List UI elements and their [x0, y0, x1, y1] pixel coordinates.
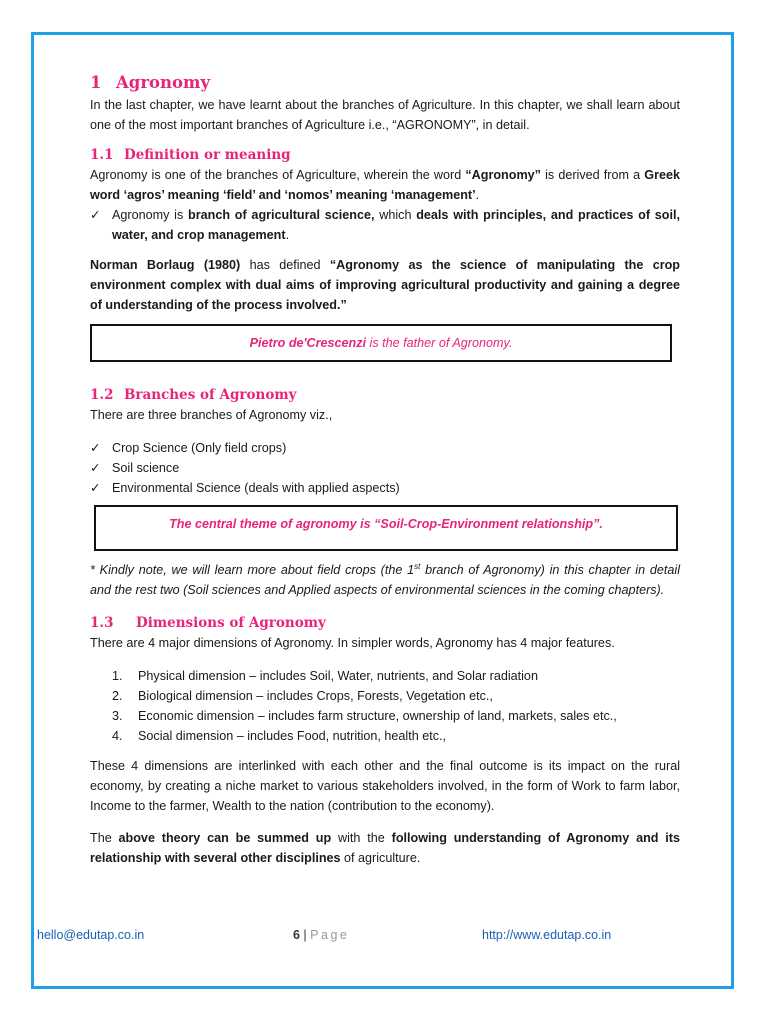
footer-email-link[interactable]: hello@edutap.co.in: [37, 928, 145, 942]
dimensions-intro: There are 4 major dimensions of Agronomy. In simpler words, Agronomy has 4 major features.: [90, 636, 615, 651]
kindly-note: * Kindly note, we will learn more about field crops (the 1st branch of Agronomy) in this chapter in detail and the rest two (Soil sciences and Applied aspects of environmental sciences in the coming chapters).: [90, 562, 680, 598]
section-title: Branches of Agronomy: [124, 387, 297, 403]
list-item: ✓ Environmental Science (deals with applied aspects): [90, 478, 680, 498]
page-content: [90, 72, 680, 868]
branches-list: [90, 438, 680, 498]
section-1-intro: In the last chapter, we have learnt about the branches of Agriculture. In this chapter, we shall learn about one of the most important branches of Agriculture i.e., “AGRONOMY”, in detail.: [90, 98, 680, 132]
checkmark-icon: ✓: [90, 441, 101, 455]
footer-website-link[interactable]: http://www.edutap.co.in: [482, 928, 612, 942]
section-number: 1: [90, 73, 102, 92]
definition-paragraph: Agronomy is one of the branches of Agriculture, wherein the word “Agronomy” is derived from a Greek word ‘agros’ meaning ‘field’ and ‘nomos’ meaning ‘management’.: [90, 168, 680, 202]
section-1-2-heading: [90, 385, 680, 405]
section-number: 1.3: [90, 615, 114, 632]
list-item: 1. Physical dimension – includes Soil, Water, nutrients, and Solar radiation: [112, 669, 538, 684]
section-1-1-heading: [90, 145, 680, 165]
section-1-3-heading: [90, 613, 680, 633]
dimensions-paragraph: These 4 dimensions are interlinked with each other and the final outcome is its impact on the rural economy, by creating a niche market to various stakeholders involved, in the form of Work to farm labor, Income to the farmer, Wealth to the nation (contribution to the economy).: [90, 759, 680, 814]
dimensions-list: [90, 666, 680, 746]
borlaug-definition: Norman Borlaug (1980) has defined “Agronomy as the science of manipulating the crop environment complex with dual aims of improving agricultural productivity and gaining a degree of understanding of the process involved.”: [90, 258, 680, 312]
section-number: 1.1: [90, 147, 114, 163]
checkmark-icon: ✓: [90, 461, 101, 475]
footer-page-number: 6 | Page: [293, 928, 350, 942]
section-title: Definition or meaning: [124, 147, 291, 163]
summary-paragraph: The above theory can be summed up with the following understanding of Agronomy and its relationship with several other disciplines of agriculture.: [90, 831, 680, 866]
section-number: 1.2: [90, 387, 114, 403]
section-title: Dimensions of Agronomy: [136, 615, 326, 632]
central-theme-callout: The central theme of agronomy is “Soil-Crop-Environment relationship”.: [94, 505, 678, 551]
definition-bullet: ✓ Agronomy is branch of agricultural science, which deals with principles, and practices of soil, water, and crop management.: [90, 205, 680, 245]
branches-intro: There are three branches of Agronomy viz.,: [90, 408, 333, 422]
checkmark-icon: ✓: [90, 481, 101, 495]
list-item: 4. Social dimension – includes Food, nutrition, health etc.,: [112, 729, 447, 744]
checkmark-icon: ✓: [90, 208, 101, 222]
list-item: ✓ Soil science: [90, 458, 680, 478]
list-item: 3. Economic dimension – includes farm structure, ownership of land, markets, sales etc.,: [112, 709, 617, 724]
list-item: 2. Biological dimension – includes Crops, Forests, Vegetation etc.,: [112, 689, 493, 704]
list-item: ✓ Crop Science (Only field crops): [90, 438, 680, 458]
section-title: Agronomy: [116, 73, 211, 92]
section-1-heading: [90, 72, 680, 94]
father-of-agronomy-callout: Pietro de'Crescenzi is the father of Agronomy.: [90, 324, 672, 362]
